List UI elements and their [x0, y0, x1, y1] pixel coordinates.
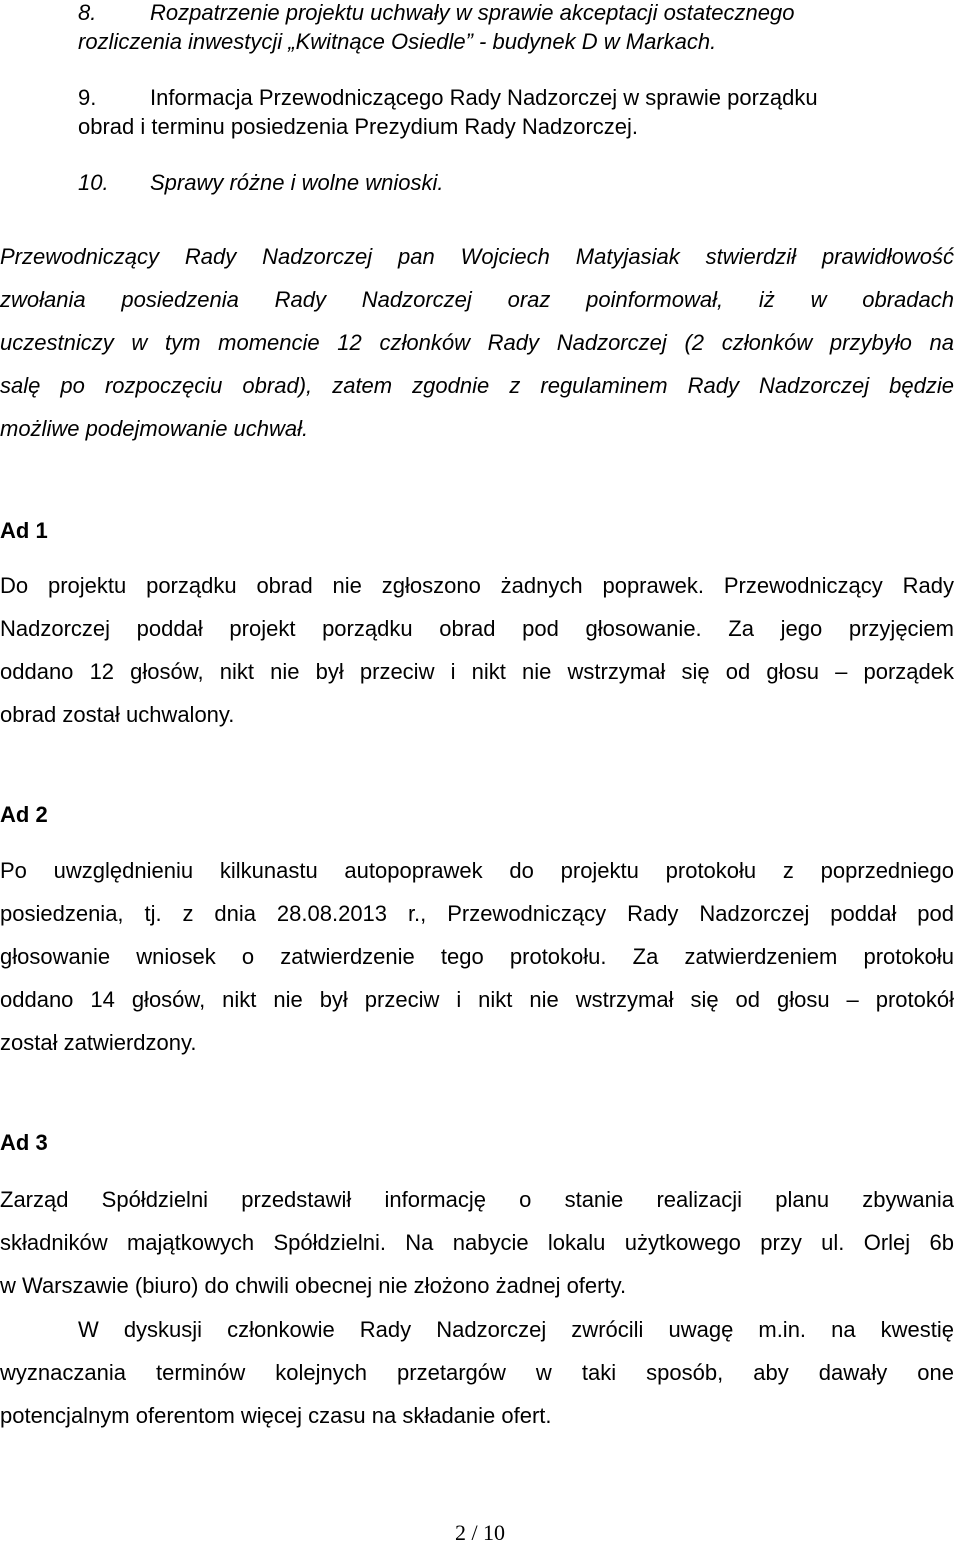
agenda-text-line: Rozpatrzenie projektu uchwały w sprawie akceptacji ostatecznego: [150, 0, 795, 25]
intro-line: uczestniczy w tym momencie 12 członków Rady Nadzorczej (2 członków przybyło na: [0, 330, 954, 355]
ad3-line: Zarząd Spółdzielni przedstawił informację o stanie realizacji planu zbywania: [0, 1187, 954, 1212]
section-heading-ad2: Ad 2: [0, 802, 48, 827]
agenda-text-line: Sprawy różne i wolne wnioski.: [150, 170, 444, 195]
intro-line: możliwe podejmowanie uchwał.: [0, 416, 309, 441]
ad1-line: obrad został uchwalony.: [0, 702, 235, 727]
agenda-text-line: rozliczenia inwestycji „Kwitnące Osiedle” - budynek D w Markach.: [78, 29, 717, 54]
agenda-number: 8.: [78, 0, 97, 25]
ad3-line: potencjalnym oferentom więcej czasu na składanie ofert.: [0, 1403, 552, 1428]
ad2-line: Po uwzględnieniu kilkunastu autopoprawek do projektu protokołu z poprzedniego: [0, 858, 954, 883]
ad3-line: W dyskusji członkowie Rady Nadzorczej zwrócili uwagę m.in. na kwestię: [78, 1317, 954, 1342]
agenda-number: 10.: [78, 170, 109, 195]
section-heading-ad3: Ad 3: [0, 1130, 48, 1155]
ad1-line: Do projektu porządku obrad nie zgłoszono żadnych poprawek. Przewodniczący Rady: [0, 573, 954, 598]
ad3-line: wyznaczania terminów kolejnych przetargów w taki sposób, aby dawały one: [0, 1360, 954, 1385]
ad2-line: posiedzenia, tj. z dnia 28.08.2013 r., Przewodniczący Rady Nadzorczej poddał pod: [0, 901, 954, 926]
ad2-line: został zatwierdzony.: [0, 1030, 197, 1055]
ad2-line: głosowanie wniosek o zatwierdzenie tego protokołu. Za zatwierdzeniem protokołu: [0, 944, 954, 969]
ad1-line: oddano 12 głosów, nikt nie był przeciw i nikt nie wstrzymał się od głosu – porządek: [0, 659, 954, 684]
section-heading-ad1: Ad 1: [0, 518, 48, 543]
agenda-text-line: Informacja Przewodniczącego Rady Nadzorczej w sprawie porządku: [150, 85, 818, 110]
ad3-line: w Warszawie (biuro) do chwili obecnej nie złożono żadnej oferty.: [0, 1273, 627, 1298]
page-number: 2 / 10: [454, 1520, 506, 1545]
intro-line: salę po rozpoczęciu obrad), zatem zgodnie z regulaminem Rady Nadzorczej będzie: [0, 373, 954, 398]
agenda-number: 9.: [78, 85, 97, 110]
agenda-text-line: obrad i terminu posiedzenia Prezydium Rady Nadzorczej.: [78, 114, 639, 139]
ad3-line: składników majątkowych Spółdzielni. Na nabycie lokalu użytkowego przy ul. Orlej 6b: [0, 1230, 954, 1255]
ad2-line: oddano 14 głosów, nikt nie był przeciw i nikt nie wstrzymał się od głosu – protokół: [0, 987, 954, 1012]
intro-line: Przewodniczący Rady Nadzorczej pan Wojciech Matyjasiak stwierdził prawidłowość: [0, 244, 954, 269]
intro-line: zwołania posiedzenia Rady Nadzorczej oraz poinformował, iż w obradach: [0, 287, 954, 312]
ad1-line: Nadzorczej poddał projekt porządku obrad pod głosowanie. Za jego przyjęciem: [0, 616, 954, 641]
